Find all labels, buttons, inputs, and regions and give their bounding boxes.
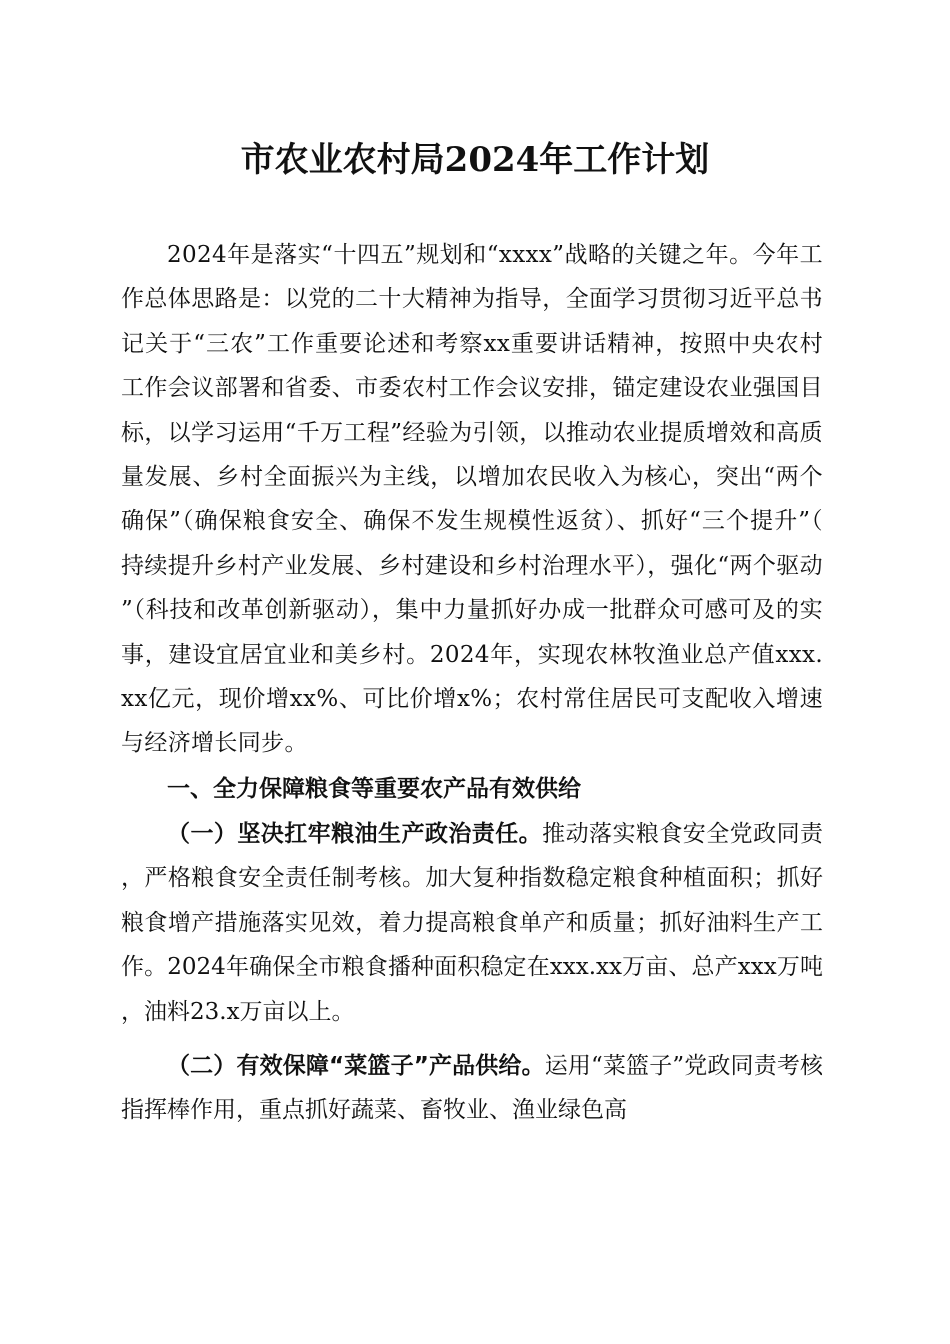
document-title: 市农业农村局2024年工作计划 [240,140,710,180]
section-1-item-1 [121,812,823,1034]
item-2-lead: （二）有效保障“菜篮子”产品供给。 [167,1052,545,1079]
item-2-text: 运用“菜篮子”党政同责考核指挥棒作用，重点抓好蔬菜、畜牧业、渔业绿色高 [121,1052,823,1124]
item-1-text: 推动落实粮食安全党政同责，严格粮食安全责任制考核。加大复种指数稳定粮食种植面积；抓好粮食增产措施落实见效，着力提高粮食单产和质量；抓好油料生产工作。2024年确保全市粮食播种面积稳定在xxx.xx万亩、总产xxx万吨，油料23.x万亩以上。 [121,820,824,1025]
paragraph-spacer [121,1034,823,1044]
document-body [121,233,823,1133]
item-1-lead: （一）坚决扛牢粮油生产政治责任。 [167,820,543,847]
section-1-item-2 [121,1044,823,1133]
section-1-heading: 一、全力保障粮食等重要农产品有效供给 [167,775,581,802]
intro-paragraph: 2024年是落实“十四五”规划和“xxxx”战略的关键之年。今年工作总体思路是：以党的二十大精神为指导，全面学习贯彻习近平总书记关于“三农”工作重要论述和考察xx重要讲话精神，按照中央农村工作会议部署和省委、市委农村工作会议安排，锚定建设农业强国目标，以学习运用“千万工程”经验为引领，以推动农业提质增效和高质量发展、乡村全面振兴为主线，以增加农民收入为核心，突出“两个确保”（确保粮食安全、确保不发生规模性返贫）、抓好“三个提升”（持续提升乡村产业发展、乡村建设和乡村治理水平），强化“两个驱动”（科技和改革创新驱动），集中力量抓好办成一批群众可感可及的实事，建设宜居宜业和美乡村。2024年，实现农林牧渔业总产值xxx.xx亿元，现价增xx%、可比价增x%；农村常住居民可支配收入增速与经济增长同步。 [121,242,823,757]
